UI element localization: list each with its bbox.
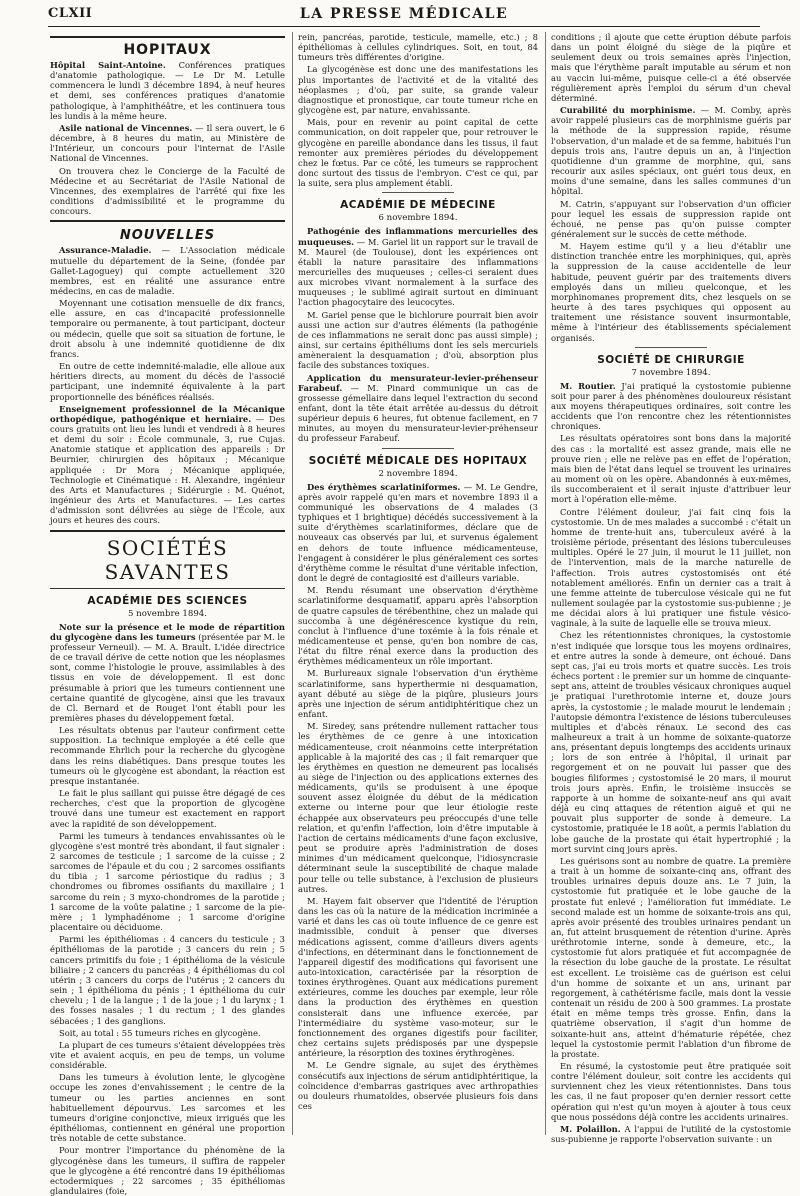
paragraph: La glycogénèse est donc une des manifestations les plus importantes de l'activité et de la vitalité des néoplasmes ; d'où, par suite, sa grande valeur diagnostique et pronostique, car toute tumeur riche en glycogène est, par nature, envahissante.	[298, 64, 538, 116]
column-divider	[292, 32, 293, 1135]
paragraph: M. Gariel pense que le bichlorure pourrait bien avoir aussi une action sur d'autres éléments (la pathogénie de ces inflammations ne serait donc pas aussi simple) ; ainsi, sur certains épithéliums dont les sels mercuriels amèneraient la desquamation ; d'où, absorption plus facile des substances toxiques.	[298, 309, 538, 371]
paragraph	[551, 381, 791, 432]
paragraph-text: J'ai pratiqué la cystostomie pubienne soit pour parer à des phénomènes douloureux résistant aux moyens thérapeutiques ordinaires, soit contre les accidents que l'on rencontre chez les rétentionnistes chroniques.	[551, 380, 791, 432]
paragraph: Chez les rétentionnistes chroniques, la cystostomie n'est indiquée que lorsque tous les moyens ordinaires, et entre autres la sonde à demeure, ont échoué. Dans sept cas, j'ai eu trois morts et quatre succès. Les trois échecs portent : le premier sur un homme de cinquante-sept ans, atteint de troubles vésicaux chroniques auquel je pratiquai l'urethrotomie interne et, douze jours après, la cystostomie ; le malade mourut le lendemain ; l'autopsie démontra l'existence de lésions tuberculeuses multiples et d'abcès rénaux. Le second des cas malheureux a trait à un homme de soixante-quatorze ans, présentant depuis longtemps des accidents urinaux ; lors de son entrée à l'hôpital, il urinait par regorgement et on ne pouvait lui passer que des bougies filiformes ; cystostomisé le 20 mars, il mourut trois jours après. Enfin, le troisième insuccès se rapporte à un homme de soixante-neuf ans qui avait déjà eu cinq attaques de rétention aiguë et qui ne pouvait plus supporter de sonde à demeure. La cystostomie, pratiquée le 18 août, a permis l'ablation du lobe gauche de la prostate qui était hypertrophié ; la mort survint cinq jours après.	[551, 630, 791, 854]
column-1	[50, 32, 285, 1196]
paragraph-lead: Asile national de Vincennes.	[59, 122, 193, 133]
paragraph: M. Rendu résumant une observation d'érythème scarlatiniforme desquamatif, apparu après l'absorption de quatre capsules de térébenthine, chez un malade qui succomba à une dégénérescence kystique du rein, conclut à l'influence d'une toxémie à la fois rénale et médicamenteuse et pense, qu'en bon nombre de cas, l'état du filtre rénal exerce dans la production des érythèmes médicamenteux un rôle important.	[298, 585, 538, 667]
paragraph: Les résultats opératoires sont bons dans la majorité des cas : la mortalité est assez grande, mais elle ne prouve rien ; elle ne relève pas en effet de l'opération, mais bien de l'état dans lequel se trouvent les urinaires au moment où on les opère. Abandonnés à eux-mêmes, ils succomberaient et il serait injuste d'attribuer leur mort à l'opération elle-même.	[551, 433, 791, 505]
section-rule	[50, 220, 285, 222]
paragraph	[50, 404, 285, 526]
paragraph	[50, 622, 285, 724]
page-header	[48, 4, 760, 27]
paragraph-text: — M. Comby, après avoir rappelé plusieurs cas de morphinisme guéris par la méthode de la suppression rapide, résume l'observation, d'un malade et de sa femme, habitués l'un depuis trois ans, l'autre depuis un an, à l'injection quotidienne d'un gramme de morphine, qui, sans recourir aux asiles spéciaux, ont guéri tous deux, en moins d'une semaine, dans les salles communes d'un hôpital.	[551, 105, 791, 197]
paragraph	[298, 226, 538, 307]
paragraph-lead: Pathogénie des inflammations mercurielles des muqueuses.	[298, 226, 538, 247]
paragraph	[298, 373, 538, 444]
column-3	[551, 32, 791, 1145]
section-date: 2 novembre 1894.	[378, 468, 458, 479]
paragraph: La plupart de ces tumeurs s'étaient développées très vite et avaient acquis, en peu de temps, un volume considérable.	[50, 1039, 285, 1071]
column-divider	[545, 32, 546, 1135]
paragraph: conditions ; il ajoute que cette éruption débute parfois dans un point éloigné du siège de la piqûre et seulement deux ou trois semaines après l'injection, mais que l'érythème paraît imputable au sérum et non au vaccin lui-même, puisque celle-ci a été observée régulièrement après l'emploi du sérum d'un cheval déterminé.	[551, 32, 791, 103]
paragraph: Les résultats obtenus par l'auteur confirment cette supposition. La technique employée a été celle que recommande Ehrlich pour la recherche du glycogène dans les reins diabétiques. Dans presque toutes les tumeurs où le glycogène est abondant, la réaction est presque instantanée.	[50, 725, 285, 786]
paragraph-lead: Note sur la présence et le mode de répartition du glycogène dans les tumeurs	[50, 621, 285, 642]
paragraph: M. Le Gendre signale, au sujet des érythèmes consécutifs aux injections de sérum antidiphtéritique, la coïncidence d'embarras gastriques avec arthropathies ou douleurs rhumatoïdes, observée plusieurs fois dans ces	[298, 1060, 538, 1111]
paragraph-lead: Enseignement professionnel de la Mécanique orthopédique, pathogénique et herniaire.	[50, 403, 285, 424]
paragraph	[551, 1124, 791, 1144]
section-heading-societe-hopitaux: SOCIÉTÉ MÉDICALE DES HOPITAUX	[308, 454, 528, 467]
section-rule	[50, 36, 285, 38]
paragraph-text: — M. Le Gendre, après avoir rappelé qu'en mars et novembre 1893 il a communiqué les observations de 4 malades (3 typhiques et 1 brightique) décédés successivement à la suite d'érythèmes scarlatiniformes, déclare que de nouveaux cas observés par lui, et survenus également en dehors de toute influence médicamenteuse, l'engagent à considérer le plus généralement ces sortes d'érythème comme le résultat d'une véritable infection, dont le degré de contagiosité est d'ailleurs variable.	[298, 481, 538, 584]
paragraph: M. Hayem estime qu'il y a lieu d'établir une distinction tranchée entre les morphiniques, qui, après la suppression de la cause accidentelle de leur habitude, peuvent guérir par des traitements divers employés dans un milieu quelconque, et les morphinomanes proprement dits, chez lesquels on se heurte à des tares psychiques qui opposent au traitement une résistance souvent insurmontable, même à l'intérieur des établissements spécialement organisés.	[551, 241, 791, 343]
paragraph-lead: M. Routier.	[560, 380, 616, 391]
section-date: 7 novembre 1894.	[631, 367, 711, 378]
paragraph: Mais, pour en revenir au point capital de cette communication, on doit rappeler que, pour retrouver le glycogène en pareille abondance dans les tissus, il faut remonter aux premières périodes du développement chez le fœtus. Par ce côté, les tumeurs se rapprochent donc surtout des tissus de l'embryon. C'est ce qui, par la suite, sera plus amplement établi.	[298, 117, 538, 189]
section-rule	[635, 347, 707, 348]
section-heading-academie-sciences: ACADÉMIE DES SCIENCES	[87, 594, 248, 607]
paragraph-text: A l'appui de l'utilité de la cystostomie sus-pubienne je rapporte l'observation suivante : un	[551, 1123, 791, 1145]
paragraph	[50, 123, 285, 164]
paragraph-text: Conférences pratiques d'anatomie pathologique. — Le Dr M. Letulle commencera le lundi 3 décembre 1894, à neuf heures et demi, ses conférences pratiques d'anatomie pathologique, à l'amphithéâtre, et les continuera tous les lundis à la même heure.	[50, 60, 285, 121]
paragraph: Parmi les tumeurs à tendances envahissantes où le glycogène s'est montré très abondant, il faut signaler : 2 sarcomes de testicule ; 1 sarcome de la cuisse ; 2 sarcomes de l'épaule et du cou ; 2 sarcomes ossifiants du tibia ; 1 sarcome périostique du radius ; 3 chondromes ou fibromes ossifiants du maxillaire ; 1 sarcome du rein ; 3 myxo-chondromes de la parotide ; 1 sarcome de la voûte palatine ; 1 sarcome de la pie-mère ; 1 lymphadénome ; 1 sarcome d'origine placentaire ou déciduome.	[50, 830, 285, 933]
paragraph: Le fait le plus saillant qui puisse être dégagé de ces recherches, c'est que la proportion de glycogène trouvé dans une tumeur est exactement en rapport avec la rapidité de son développement.	[50, 788, 285, 829]
section-date: 5 novembre 1894.	[127, 608, 208, 619]
paragraph: rein, pancréas, parotide, testicule, mamelle, etc.) ; 8 épithéliomas à cellules cylindriques. Soit, en tout, 84 tumeurs très différentes d'origine.	[298, 32, 538, 63]
paragraph-text: (présentée par M. le professeur Verneuil). — M. A. Brault. L'idée directrice de ce travail dérive de cette notion que les néoplasmes sont, comme l'histologie le prouve, assimilables à des tissus en voie de développement. Il est donc présumable à priori que les tumeurs contiennent une certaine quantité de glycogène, ainsi que les travaux de Cl. Bernard et de Rouget l'ont établi pour les premières phases du développement fœtal.	[50, 631, 285, 723]
paragraph-text: — Des cours gratuits ont lieu les lundi et vendredi à 8 heures et demi du soir : École communale, 3, rue Cujas. Anatomie statique et application des appareils : Dr Beurnier, chirurgien des hôpitaux ; Mécanique appliquée : Dr Mora ; Mécanique appliquée, Technologie et Cinématique : H. Alexandre, ingénieur des Arts et Manufactures ; Sidérurgie : M. Quénot, ingénieur des Arts et Manufactures. — Les cartes d'admission sont délivrées au siège de l'École, aux jours et heures des cours.	[50, 413, 285, 526]
paragraph: Moyennant une cotisation mensuelle de dix francs, elle assure, en cas d'incapacité professionnelle temporaire ou permanente, à tout participant, docteur ou médecin, quelle que soit sa situation de fortune, le droit absolu à une indemnité quotidienne de dix francs.	[50, 298, 285, 359]
section-heading-societe-chirurgie: SOCIÉTÉ DE CHIRURGIE	[597, 353, 745, 366]
section-heading-hopitaux: HOPITAUX	[123, 42, 212, 58]
paragraph	[50, 245, 285, 296]
paragraph: On trouvera chez le Concierge de la Faculté de Médecine et au Secrétariat de l'Asile National de Vincennes, des exemplaires de l'arrêté qui fixe les conditions d'admissibilité et le programme du concours.	[50, 165, 285, 217]
section-date: 6 novembre 1894.	[378, 213, 458, 224]
paragraph: En résumé, la cystostomie peut être pratiquée soit contre l'élément douleur, soit contre les accidents qui surviennent chez les vieux rétentionnistes. Dans tous les cas, il ne faut proposer qu'en dernier ressort cette opération qui n'est qu'un moyen à ajouter à tous ceux que nous possédons déjà contre les accidents urinaires.	[551, 1061, 791, 1122]
column-2	[298, 32, 538, 1137]
paragraph-lead: Curabilité du morphinisme.	[560, 105, 696, 116]
paragraph-lead: Des érythèmes scarlatiniformes.	[307, 481, 461, 492]
paragraph: M. Burlureaux signale l'observation d'un érythème scarlatiniforme, sans hyperthermie ni desquamation, ayant débuté au siège de la piqûre, plusieurs jours après une injection de sérum antidiphtéritique chez un enfant.	[298, 668, 538, 720]
paragraph: En outre de cette indemnité-maladie, elle alloue aux héritiers directs, au moment du décès de l'associé participant, une indemnité équivalente à la part proportionnelle des bénéfices réalisés.	[50, 361, 285, 402]
paragraph: M. Siredey, sans prétendre nullement rattacher tous les érythèmes de ce genre à une intoxication médicamenteuse, croit néanmoins cette interprétation applicable à la majorité des cas ; il fait remarquer que les érythèmes en question ne demeurent pas localisés au siège de l'injection ou des applications externes des médicaments, qu'ils se produisent à une époque souvent assez éloignée du début de la médication externe ou interne pour que leur étiologie reste échappée aux observateurs peu préoccupés d'une telle relation, et qu'enfin l'affection, loin d'être imputable à l'action de certains médicaments d'une façon exclusive, peut se produire après l'administration de doses minimes d'un médicament quelconque, l'idiosyncrasie déterminant seule la susceptibilité de chaque malade pour telle ou telle substance, à l'exclusion de plusieurs autres.	[298, 721, 538, 894]
paragraph	[50, 60, 285, 121]
section-rule	[382, 448, 454, 449]
paragraph-text: — M. Pinard communique un cas de grossesse gémellaire dans lequel l'extraction du second enfant, dont la tête était arrêtée au-dessus du détroit supérieur depuis 6 heures, fut obtenue facilement, en 7 minutes, au moyen du mensurateur-levier-préhenseur du professeur Farabeuf.	[298, 382, 538, 444]
section-heading-societes-savantes: SOCIÉTÉS SAVANTES	[104, 535, 231, 584]
section-rule	[50, 588, 285, 589]
paragraph: Contre l'élément douleur, j'ai fait cinq fois la cystostomie. Un de mes malades a succombé : c'était un homme de trente-huit ans, tuberculeux avéré à la troisième période, présentant des lésions tuberculeuses multiples. Opéré le 27 juin, il mourut le 11 juillet, non de l'intervention, mais de la marche naturelle de l'affection. Trois autres cystostomisés ont été notablement améliorés. Enfin un dernier cas a trait à une femme atteinte de tuberculose vésicale qui ne fut nullement soulagée par la cystostomie sus-pubienne ; je me décidai alors à lui pratiquer une fistule vésico-vaginale, à la suite de laquelle elle se trouva mieux.	[551, 506, 791, 629]
paragraph: M. Catrin, s'appuyant sur l'observation d'un officier pour lequel les essais de suppression rapide ont échoué, ne pense pas qu'on puisse compter généralement sur le succès de cette méthode.	[551, 198, 791, 239]
paragraph-text: — M. Gariel lit un rapport sur le travail de M. Maurel (de Toulouse), dont les expériences ont établi la nature parasitaire des inflammations mercurielles des muqueuses ; celles-ci seraient dues aux microbes vivant normalement à la surface des muqueuses ; le sublimé agirait surtout en diminuant l'action phagocytaire des leucocytes.	[298, 236, 538, 308]
paragraph: Soit, au total : 55 tumeurs riches en glycogène.	[59, 1027, 261, 1038]
paragraph: Dans les tumeurs à évolution lente, le glycogène occupe les zones d'envahissement ; le centre de la tumeur ou les parties anciennes en sont habituellement dépourvus. Les sarcomes et les tumeurs d'origine conjonctive, mieux irrigués que les épithéliomas, contiennent en général une proportion très notable de cette substance.	[50, 1072, 285, 1144]
paragraph-lead: Assurance-Maladie.	[59, 245, 152, 256]
paragraph-text: — Il sera ouvert, le 6 décembre, à 8 heures du matin, au Ministère de l'Intérieur, un concours pour l'internat de l'Asile National de Vincennes.	[50, 122, 285, 164]
page-number: CLXII	[48, 6, 93, 21]
section-heading-nouvelles: NOUVELLES	[119, 228, 216, 244]
paragraph-text: — L'Association médicale mutuelle du département de la Seine, (fondée par Gallet-Lagoguey) qui compte actuellement 320 membres, est en réalité une assurance entre médecins, en cas de maladie.	[50, 245, 285, 296]
paragraph-lead: Application du mensurateur-levier-préhenseur Farabeuf.	[298, 372, 538, 393]
paragraph: Parmi les épithéliomas : 4 cancers du testicule ; 3 épithéliomas de la parotide ; 3 cancers du rein ; 5 cancers primitifs du foie ; 1 épithélioma de la vésicule biliaire ; 2 cancers du pancréas ; 4 épithéliomas du col utérin ; 3 cancers du corps de l'utérus ; 2 cancers du sein ; 1 épithélioma du pénis ; 1 épithélioma du cuir chevelu ; 1 de la langue ; 1 de la joue ; 1 du larynx ; 1 des fosses nasales ; 1 du rectum ; 1 des glandes sébacées ; 1 des ganglions.	[50, 934, 285, 1026]
journal-title: LA PRESSE MÉDICALE	[299, 6, 509, 22]
paragraph	[298, 482, 538, 584]
section-rule	[50, 530, 285, 532]
paragraph: M. Hayem fait observer que l'identité de l'éruption dans les cas où la nature de la médication incriminée a varié et dans les cas où toute influence de ce genre est inadmissible, conduit à penser que diverses médications agissent, comme d'ailleurs divers agents d'infections, en déterminant dans le fonctionnement de l'appareil digestif des modifications qui favorisent une auto-intoxication, caractérisée par la résorption de toxines érythrogènes. Quant aux médications purement extérieures, comme les douches par exemple, leur rôle dans la production des érythèmes en question consisterait dans une influence exercée, par l'intermédiaire du système vaso-moteur, sur le fonctionnement des organes digestifs pour faciliter, chez certains sujets prédisposés par une dyspepsie antérieure, la résorption des toxines érythrogènes.	[298, 895, 538, 1059]
paragraph: Pour montrer l'importance du phénomène de la glycogénèse dans les tumeurs, il suffira de rappeler que le glycogène a été rencontré dans 19 épithéliomas ectodermiques ; 22 sarcomes ; 35 épithéliomas glandulaires (foie,	[50, 1145, 285, 1196]
section-rule	[382, 192, 454, 193]
paragraph-lead: Hôpital Saint-Antoine.	[50, 60, 166, 70]
paragraph	[551, 105, 791, 196]
section-heading-academie-medecine: ACADÉMIE DE MÉDECINE	[340, 199, 496, 212]
paragraph-lead: M. Polaillon.	[560, 1123, 621, 1134]
paragraph: Les guérisons sont au nombre de quatre. La première a trait à un homme de soixante-cinq ans, offrant des troubles urinaires depuis douze ans. Le 7 juin, la cystostomie fut pratiquée et le lobe gauche de la prostate fut enlevé ; l'amélioration fut immédiate. Le second malade est un homme de soixante-trois ans qui, après avoir présenté des troubles urinaires pendant un an, fut atteint brusquement de rétention d'urine. Après uréthrotomie interne, sonde à demeure, etc., la cystostomie fut alors pratiquée et fut accompagnée de la résection du lobe gauche de la prostate. Le résultat est excellent. Le troisième cas de guérison est celui d'un homme de soixante et un ans, urinant par regorgement, à cathétérisme facile, mais dont la vessie contenait un résidu de 200 à 500 grammes. La prostate était en même temps très grosse. Enfin, dans la quatrième observation, il s'agit d'un homme de soixante-huit ans, atteint d'hématurie répétée, chez lequel la cystostomie permit l'ablation d'un fibrome de la prostate.	[551, 855, 791, 1059]
